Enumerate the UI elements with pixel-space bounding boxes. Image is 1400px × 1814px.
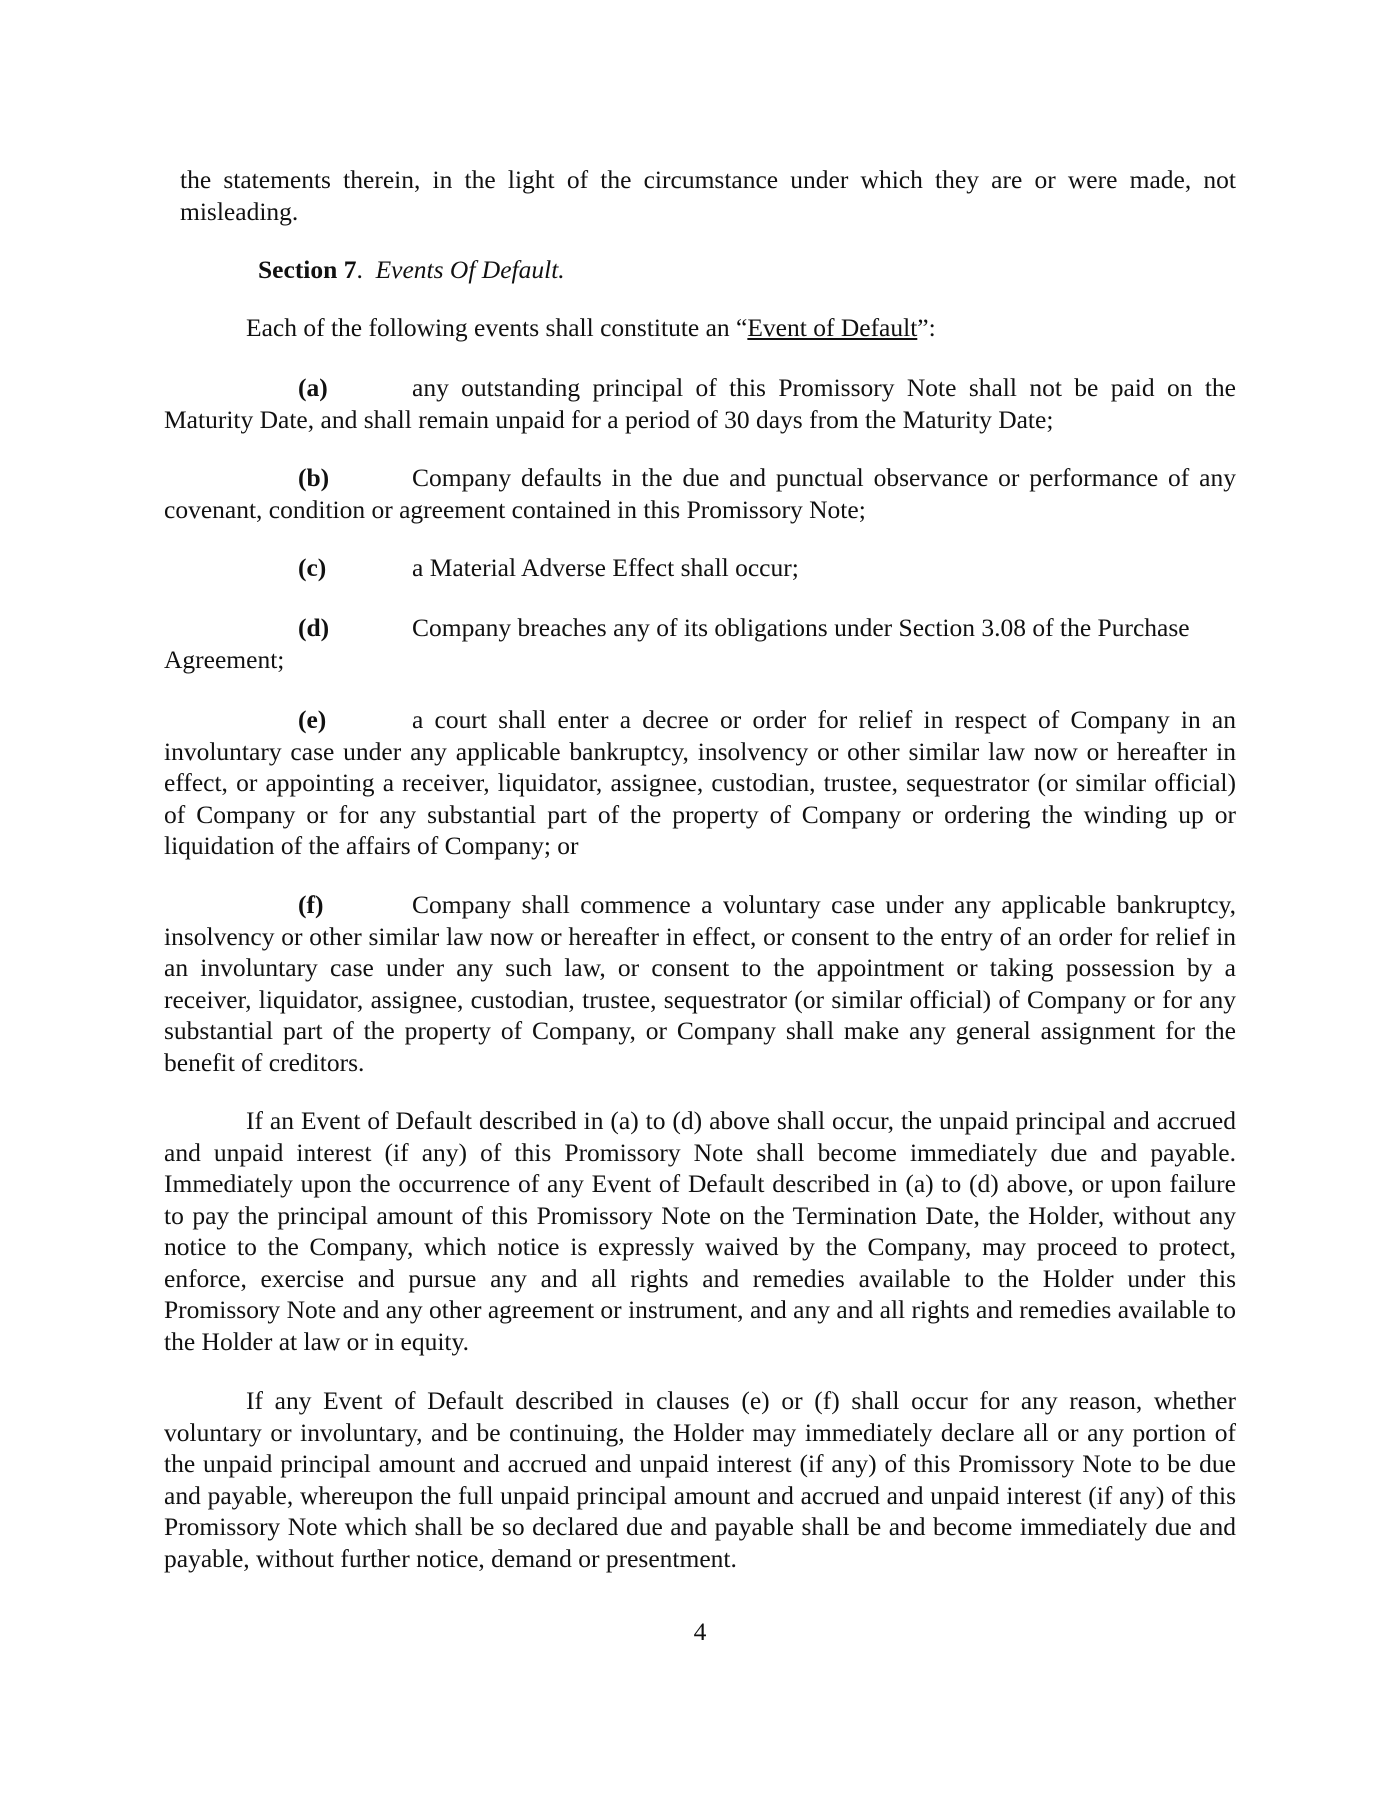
item-marker: (a) <box>298 373 328 402</box>
item-marker: (c) <box>298 553 327 582</box>
item-marker: (e) <box>298 705 327 734</box>
carryover-paragraph: the statements therein, in the light of the circumstance under which they are or were made, not misleading. <box>180 165 1236 226</box>
list-item-a <box>164 372 1236 435</box>
item-text: Company defaults in the due and punctual observance or performance of any covenant, condition or agreement contained in this Promissory Note; <box>164 463 1236 524</box>
item-text: Company shall commence a voluntary case under any applicable bankruptcy, insolvency or other similar law now or hereafter in effect, or consent to the entry of an order for relief in an involuntary case under any such law, or consent to the appointment or taking possession by a receiver, liquidator, assignee, custodian, trustee, sequestrator (or similar official) of Company or for any substantial part of the property of Company, or Company shall make any general assignment for the benefit of creditors. <box>164 890 1236 1077</box>
list-item-d <box>164 612 1236 675</box>
item-text: a court shall enter a decree or order for relief in respect of Company in an involuntary case under any applicable bankruptcy, insolvency or other similar law now or hereafter in effect, or appointing a receiver, liquidator, assignee, custodian, trustee, sequestrator (or similar official) of Company or for any substantial part of the property of Company or ordering the winding up or liquidation of the affairs of Company; or <box>164 705 1236 860</box>
section-title: Events Of Default. <box>375 255 565 284</box>
item-continuation: Agreement; <box>164 644 285 674</box>
item-text: a Material Adverse Effect shall occur; <box>412 553 799 582</box>
remedies-paragraph: If an Event of Default described in (a) to (d) above shall occur, the unpaid principal and accrued and unpaid interest (if any) of this Promissory Note shall become immediately due and payable. Immediately upon the occurrence of any Event of Default described in (a) to (d) above, or upon failure to pay the principal amount of this Promissory Note on the Termination Date, the Holder, without any notice to the Company, which notice is expressly waived by the Company, may proceed to protect, enforce, exercise and pursue any and all rights and remedies available to the Holder under this Promissory Note and any other agreement or instrument, and any and all rights and remedies available to the Holder at law or in equity. <box>164 1106 1236 1356</box>
section-number: Section 7 <box>258 255 357 284</box>
item-marker: (d) <box>298 613 330 642</box>
item-marker: (f) <box>298 890 324 919</box>
defined-term: Event of Default <box>747 313 918 342</box>
item-marker: (b) <box>298 463 330 492</box>
section-period: . <box>356 255 363 284</box>
item-text: any outstanding principal of this Promissory Note shall not be paid on the Maturity Date, and shall remain unpaid for a period of 30 days from the Maturity Date; <box>164 373 1236 434</box>
list-item-f <box>164 889 1236 1078</box>
item-text: Company breaches any of its obligations under Section 3.08 of the Purchase <box>412 613 1190 642</box>
list-item-c <box>164 552 1236 584</box>
page-number: 4 <box>693 1617 707 1646</box>
list-item-e <box>164 704 1236 862</box>
acceleration-paragraph: If any Event of Default described in clauses (e) or (f) shall occur for any reason, whether voluntary or involuntary, and be continuing, the Holder may immediately declare all or any portion of the unpaid principal amount and accrued and unpaid interest (if any) of this Promissory Note to be due and payable, whereupon the full unpaid principal amount and accrued and unpaid interest (if any) of this Promissory Note which shall be so declared due and payable shall be and become immediately due and payable, without further notice, demand or presentment. <box>164 1386 1236 1573</box>
list-item-b <box>164 462 1236 525</box>
intro-paragraph: Each of the following events shall constitute an “Event of Default”: <box>246 313 936 342</box>
section-heading <box>258 254 565 286</box>
